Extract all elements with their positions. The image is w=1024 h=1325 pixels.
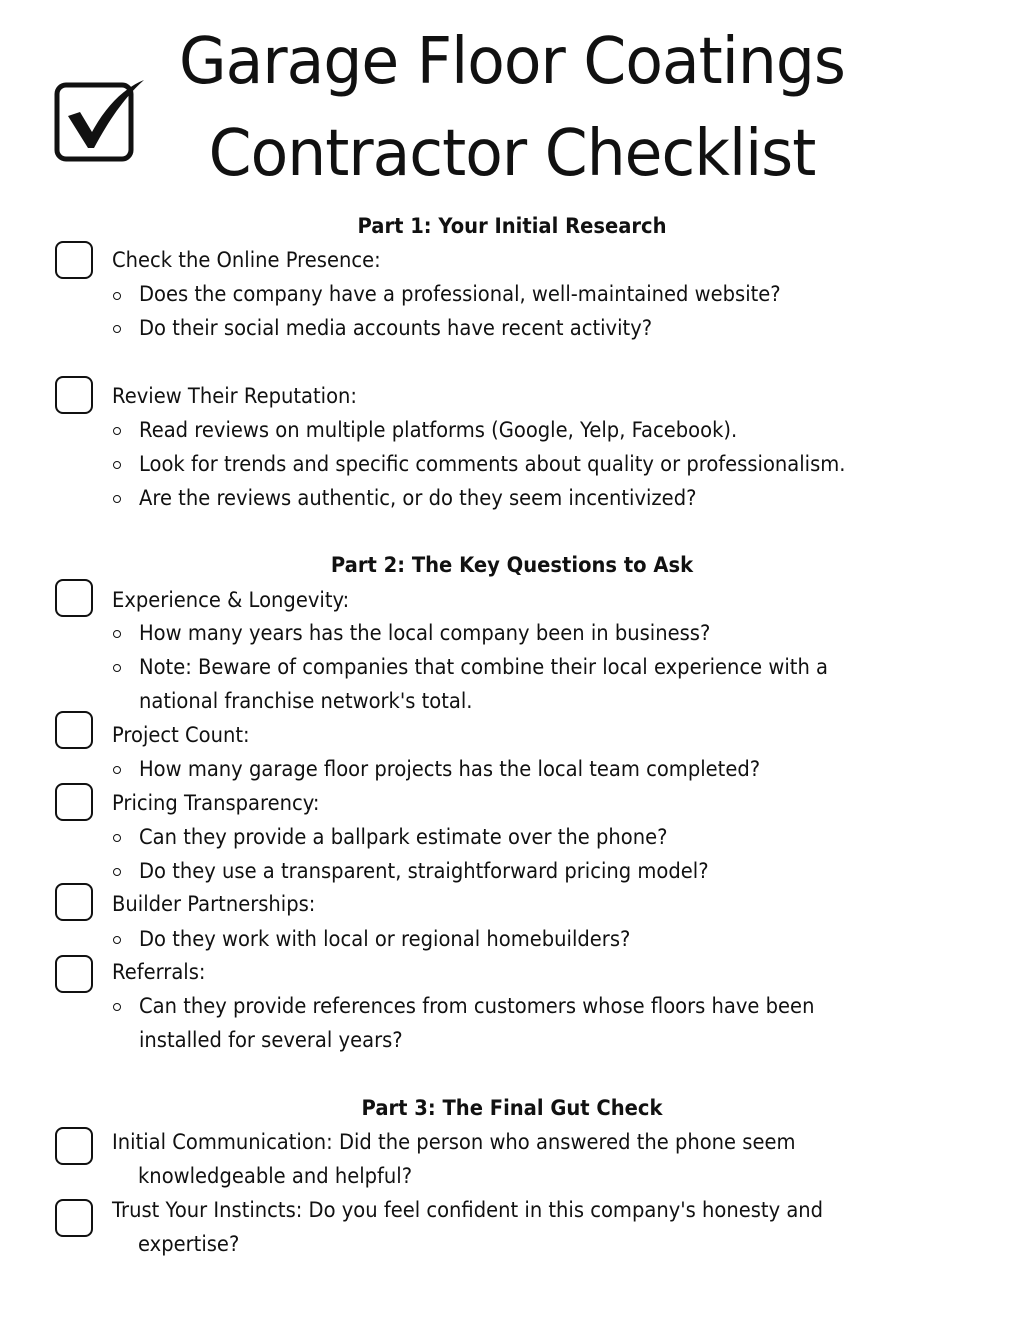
item-label-referrals: Referrals: [112,960,206,984]
checkbox-pricing[interactable] [55,783,93,821]
bullet-text: Note: Beware of companies that combine their local experience with a [139,655,829,679]
bullet-text: Do they work with local or regional homebuilders? [139,927,631,951]
bullet-icon [113,325,121,333]
item-label-initial-communication: Initial Communication: Did the person who answered the phone seem [112,1130,796,1154]
checkbox-project-count[interactable] [55,711,93,749]
item-label-online-presence: Check the Online Presence: [112,248,381,272]
bullet-icon [113,834,121,842]
section-title-part-3: Part 3: The Final Gut Check [361,1096,663,1120]
checkbox-online-presence[interactable] [55,241,93,279]
bullet-text: How many years has the local company been in business? [139,621,711,645]
bullet-icon [113,292,121,300]
bullet-icon [113,1003,121,1011]
checkbox-initial-communication[interactable] [55,1127,93,1165]
bullet-text: Read reviews on multiple platforms (Google, Yelp, Facebook). [139,418,738,442]
checkbox-reputation[interactable] [55,376,93,414]
page-title-line-1: Garage Floor Coatings [179,25,845,99]
bullet-icon [113,936,121,944]
checkbox-builder-partnerships[interactable] [55,883,93,921]
bullet-text: Does the company have a professional, well-maintained website? [139,282,781,306]
item-label-builder-partnerships: Builder Partnerships: [112,892,316,916]
bullet-text: Do they use a transparent, straightforward pricing model? [139,859,709,883]
bullet-text-continued: national franchise network's total. [139,689,473,713]
bullet-icon [113,766,121,774]
bullet-text: Do their social media accounts have recent activity? [139,316,653,340]
checkbox-referrals[interactable] [55,955,93,993]
section-title-part-2: Part 2: The Key Questions to Ask [330,553,694,577]
bullet-text: Look for trends and specific comments about quality or professionalism. [139,452,846,476]
item-label-experience: Experience & Longevity: [112,588,350,612]
bullet-icon [113,868,121,876]
item-label-trust-instincts: Trust Your Instincts: Do you feel confident in this company's honesty and [112,1198,824,1222]
item-label-project-count: Project Count: [112,723,250,747]
bullet-text-continued: installed for several years? [139,1028,403,1052]
bullet-icon [113,427,121,435]
bullet-icon [113,461,121,469]
checkbox-trust-instincts[interactable] [55,1199,93,1237]
bullet-text: Are the reviews authentic, or do they seem incentivized? [139,486,697,510]
bullet-icon [113,630,121,638]
checkbox-experience[interactable] [55,579,93,617]
item-label-trust-instincts-continued: expertise? [138,1232,240,1256]
section-title-part-1: Part 1: Your Initial Research [357,214,667,238]
page-title-line-2: Contractor Checklist [208,117,816,191]
page-header [0,18,1024,193]
item-label-initial-communication-continued: knowledgeable and helpful? [138,1164,413,1188]
bullet-text: Can they provide a ballpark estimate over the phone? [139,825,668,849]
item-label-reputation: Review Their Reputation: [112,384,357,408]
bullet-icon [113,664,121,672]
item-label-pricing: Pricing Transparency: [112,791,320,815]
bullet-text: How many garage floor projects has the local team completed? [139,757,761,781]
bullet-text: Can they provide references from customers whose floors have been [139,994,815,1018]
bullet-icon [113,495,121,503]
